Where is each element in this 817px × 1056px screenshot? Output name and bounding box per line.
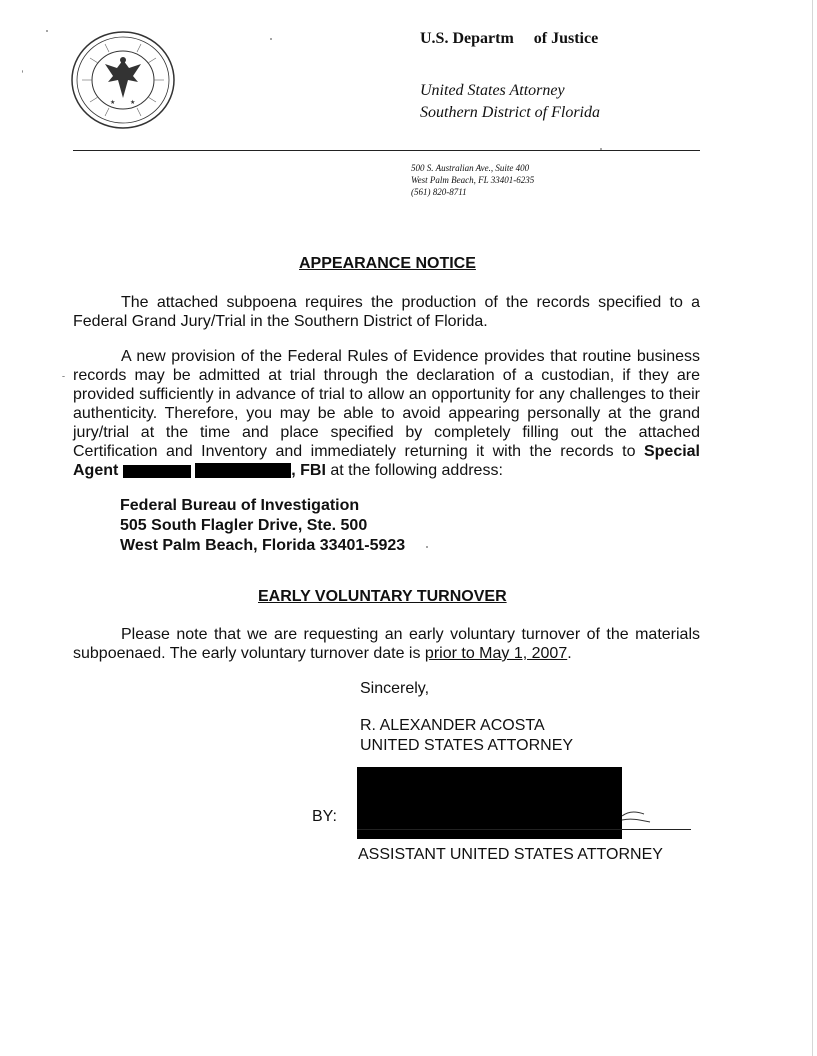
department-name: U.S. Departm of Justice [420,30,599,47]
scan-edge [812,0,813,1056]
svg-text:★: ★ [110,100,116,106]
scan-speck [46,30,48,32]
phone-line: (561) 820-8711 [411,187,467,197]
fbi-address-line: West Palm Beach, Florida 33401-5923 [120,537,406,554]
assistant-attorney-title: ASSISTANT UNITED STATES ATTORNEY [358,846,663,863]
office-name: United States Attorney [420,82,565,99]
notice-paragraph-1 [73,293,700,331]
by-label: BY: [312,808,337,825]
office-district: Southern District of Florida [420,104,600,121]
fbi-address-line: 505 South Flagler Drive, Ste. 500 [120,517,368,534]
special-agent-label: Special Agent [73,443,700,479]
turnover-date: prior to May 1, 2007 [424,645,568,662]
svg-text:★: ★ [130,100,136,106]
paragraph-text: The attached subpoena requires the production of the records specified to a Federal Grand Jury/Trial in the Southern District of Florida. [73,294,700,330]
paragraph-end: . [567,645,572,662]
paragraph-text: A new provision of the Federal Rules of Evidence provides that routine business records may be admitted at trial through the declaration of a custodian, if they are provided sufficiently in advance of trial to allow an opportunity for any challenges to their authenticity. Therefore, you may be able to avoid appearing personally at the grand jury/trial at the time and place specified by completely filling out the attached Certification and Inventory and immediately returning it with the records to [73,348,700,460]
notice-paragraph-2 [73,347,700,480]
closing: Sincerely, [360,680,430,697]
scan-speck [600,148,602,150]
redaction-block [195,463,291,478]
scan-speck [62,376,65,377]
scan-speck [270,38,272,40]
scan-speck [426,546,428,548]
scan-speck [22,70,23,73]
address-line: West Palm Beach, FL 33401-6235 [411,175,535,185]
signature-stroke-icon [620,806,680,830]
fbi-address-line: Federal Bureau of Investigation [120,497,360,514]
doj-seal-icon [70,30,176,130]
paragraph-text: at the following address: [325,462,503,479]
header-rule [73,150,700,151]
turnover-paragraph [73,625,700,663]
fbi-address-block [120,496,405,556]
early-turnover-heading: EARLY VOLUNTARY TURNOVER [258,588,507,605]
redaction-block [123,465,191,478]
appearance-notice-heading: APPEARANCE NOTICE [299,255,476,272]
paragraph-text: Please note that we are requesting an early voluntary turnover of the materials subpoenaed. The early voluntary turnover date is [73,626,700,662]
attorney-name: R. ALEXANDER ACOSTA [360,717,545,734]
agency-label: , FBI [291,462,326,479]
attorney-title: UNITED STATES ATTORNEY [360,737,574,754]
address-line: 500 S. Australian Ave., Suite 400 [411,163,530,173]
